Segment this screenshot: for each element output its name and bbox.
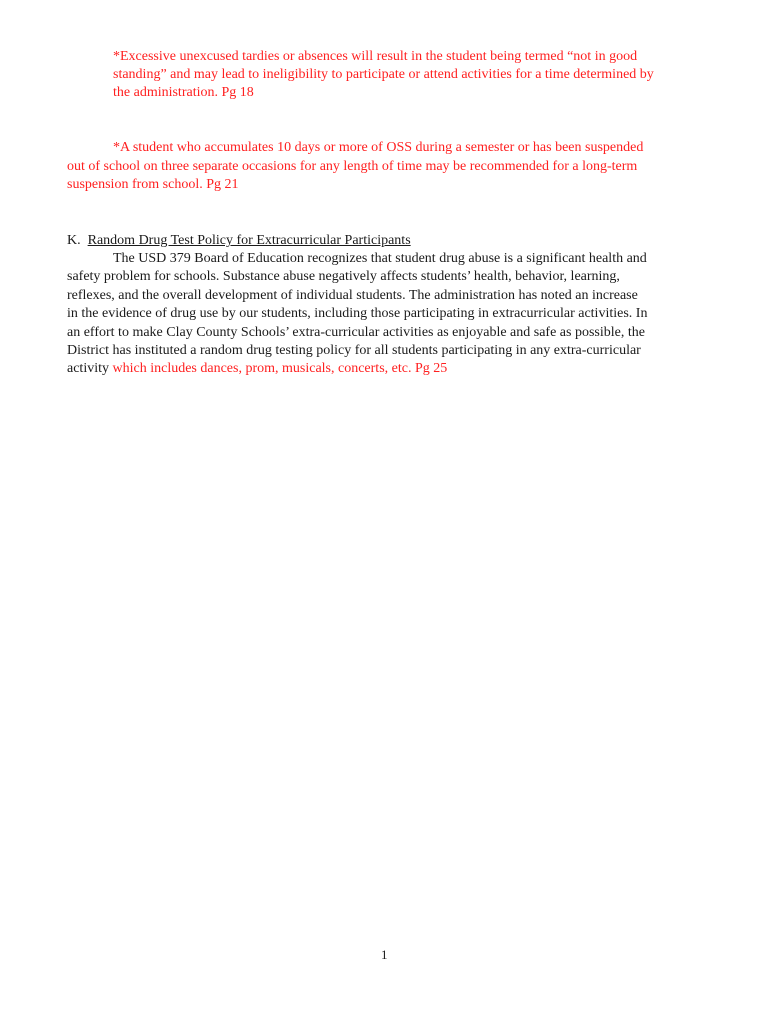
paragraph-line: safety problem for schools. Substance abuse negatively affects students’ health, behavior, learning, xyxy=(67,269,620,284)
note-tardies-line: *Excessive unexcused tardies or absences will result in the student being termed “not in good xyxy=(113,49,638,64)
paragraph-line: an effort to make Clay County Schools’ extra-curricular activities as enjoyable and safe as possible, the xyxy=(67,325,645,340)
section-title: Random Drug Test Policy for Extracurricular Participants xyxy=(87,233,411,248)
note-oss-line: suspension from school. Pg 21 xyxy=(67,177,239,192)
paragraph-line: District has instituted a random drug testing policy for all students participating in any extra-curricular xyxy=(67,343,641,358)
note-oss-line: *A student who accumulates 10 days or more of OSS during a semester or has been suspended xyxy=(113,140,644,155)
paragraph-line: The USD 379 Board of Education recognizes that student drug abuse is a significant health and xyxy=(113,251,647,266)
paragraph-line: reflexes, and the overall development of individual students. The administration has noted an increase xyxy=(67,288,638,303)
paragraph-line: in the evidence of drug use by our students, including those participating in extracurricular activities. In xyxy=(67,306,648,321)
paragraph-line xyxy=(67,360,447,378)
note-tardies-line: standing” and may lead to ineligibility to participate or attend activities for a time determined by xyxy=(113,67,654,82)
section-letter: K. xyxy=(67,233,81,248)
paragraph-text: activity xyxy=(67,361,113,376)
note-tardies-line: the administration. Pg 18 xyxy=(113,85,254,100)
note-oss-line: out of school on three separate occasions for any length of time may be recommended for a long-term xyxy=(67,159,638,174)
section-heading xyxy=(67,232,411,250)
page-number: 1 xyxy=(381,947,388,962)
highlighted-text: which includes dances, prom, musicals, concerts, etc. Pg 25 xyxy=(112,361,448,376)
